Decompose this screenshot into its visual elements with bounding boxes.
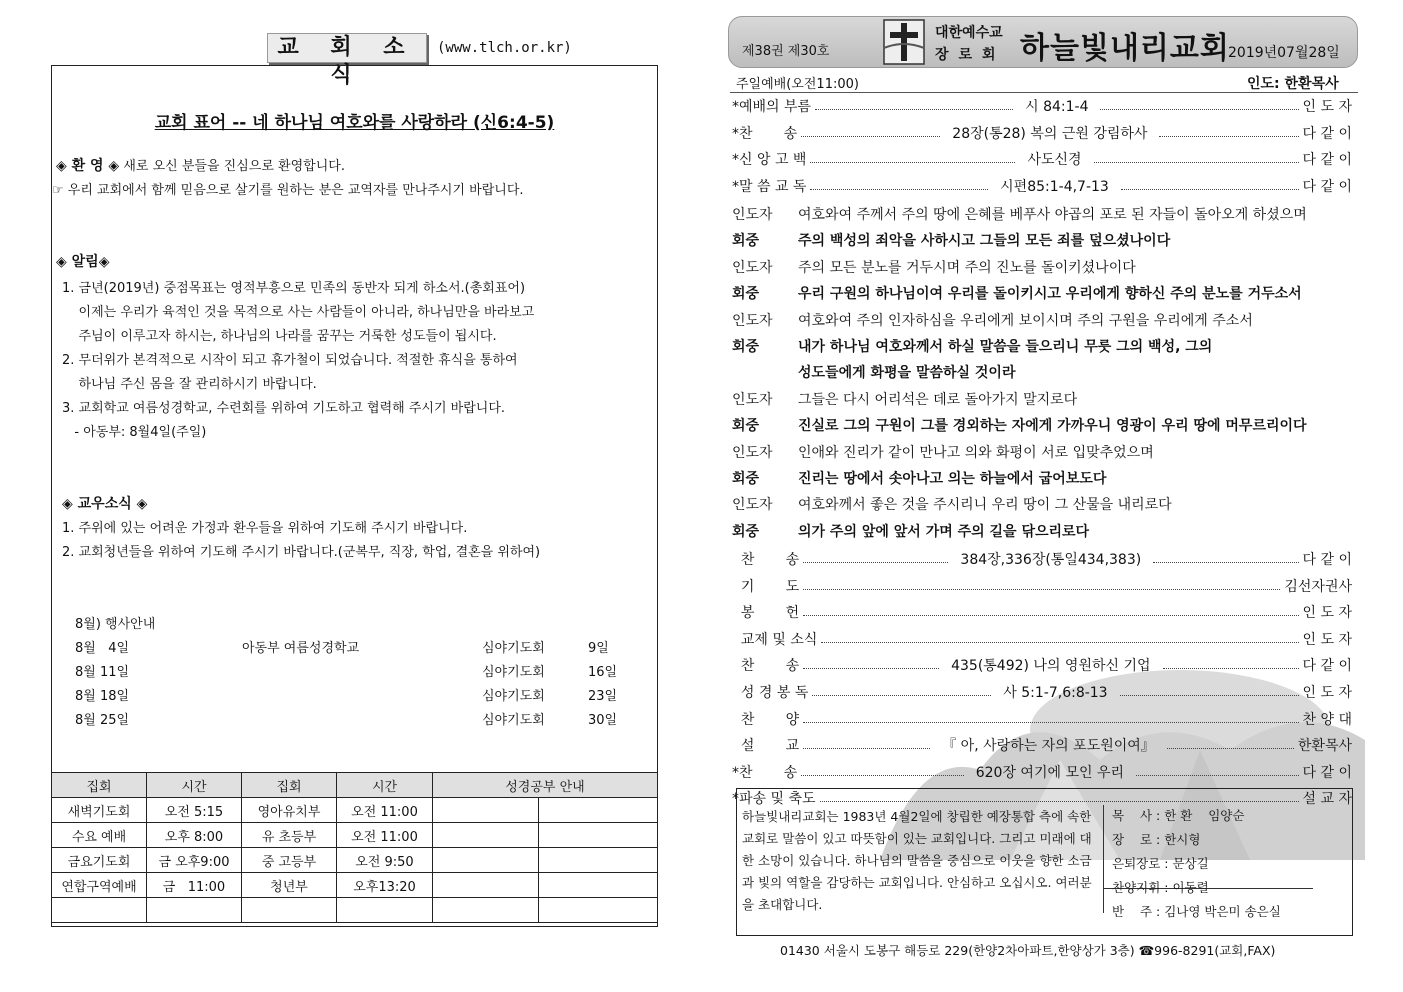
reader-role: 회중 <box>732 418 760 435</box>
staff-item: 은퇴장로 : 문상길 <box>1112 856 1209 871</box>
leader-dots <box>1136 768 1299 776</box>
order-row <box>732 708 1352 730</box>
leader-dots <box>803 741 930 749</box>
volume-number: 제38권 제30호 <box>742 44 830 59</box>
schedule-cell <box>337 898 433 923</box>
order-row <box>732 681 1352 703</box>
order-detail: 620장 여기에 모인 우리 <box>975 764 1124 781</box>
schedule-row <box>52 823 658 848</box>
reading-text: 여호와께서 좋은 것을 주시리니 우리 땅이 그 산물을 내리로다 <box>798 497 1172 514</box>
welcome-text: 새로 오신 분들을 진심으로 환영합니다. <box>123 159 345 174</box>
reading-text: 우리 구원의 하나님이여 우리를 돌이키시고 우리에게 향하신 주의 분노를 거두소서 <box>798 286 1302 303</box>
event-prayer-day: 16일 <box>588 665 618 680</box>
order-label: 찬 양 <box>732 711 800 728</box>
event-date: 8월 4일 <box>75 641 130 656</box>
schedule-header: 시간 <box>147 773 242 798</box>
leader-dots <box>803 715 1298 723</box>
denomination-line-1: 대한예수교 <box>935 25 1003 41</box>
study-cell <box>433 823 539 848</box>
order-row <box>732 575 1352 597</box>
order-detail: 시 84:1-4 <box>1025 99 1089 115</box>
schedule-row <box>52 848 658 873</box>
responsive-line <box>732 230 1170 250</box>
order-label: 봉 헌 <box>732 605 800 622</box>
order-row <box>732 175 1352 197</box>
order-person: 김선자권사 <box>1284 578 1352 595</box>
order-label: *찬 송 <box>732 125 798 142</box>
leader-dots <box>803 582 1280 590</box>
event-prayer: 심야기도회 <box>482 713 545 728</box>
leader-dots <box>815 102 1013 110</box>
responsive-line <box>732 362 1015 382</box>
responsive-line <box>732 415 1307 435</box>
event-name: 아동부 여름성경학교 <box>242 641 360 656</box>
leader-dots <box>821 635 1298 643</box>
leader-dots <box>803 608 1298 616</box>
schedule-cell: 금요기도회 <box>52 848 147 873</box>
welcome-section <box>56 155 345 175</box>
schedule-cell: 오전 11:00 <box>337 823 433 848</box>
event-prayer: 심야기도회 <box>482 641 545 656</box>
staff-item: 반 주 : 김나영 박은미 송은실 <box>1112 904 1281 919</box>
church-url[interactable]: (www.tlch.or.kr) <box>437 40 572 56</box>
leader-dots <box>1159 129 1298 137</box>
denomination-line-2: 장로회 <box>935 47 1006 63</box>
schedule-cell: 금 11:00 <box>147 873 242 898</box>
order-row <box>732 122 1352 144</box>
responsive-line <box>732 521 1089 541</box>
leader-dots <box>803 661 939 669</box>
study-cell <box>539 798 658 823</box>
notice-item: - 아동부: 8월4일(주일) <box>62 425 207 440</box>
order-label: 설 교 <box>732 738 800 755</box>
schedule-cell: 오후13:20 <box>337 873 433 898</box>
reading-text: 진리는 땅에서 솟아나고 의는 하늘에서 굽어보도다 <box>798 471 1107 487</box>
order-label: *말 씀 교 독 <box>732 179 807 196</box>
order-row <box>732 95 1352 117</box>
responsive-line <box>732 257 1136 277</box>
schedule-cell <box>242 898 337 923</box>
leader-dots <box>810 155 1015 163</box>
order-label: *예배의 부름 <box>732 99 812 115</box>
divider <box>1103 805 1104 913</box>
order-label: 기 도 <box>732 578 800 595</box>
order-person: 인 도 자 <box>1302 605 1352 622</box>
event-date: 8월 18일 <box>75 689 130 704</box>
member-news-item: 2. 교회청년들을 위하여 기도해 주시기 바랍니다.(군복무, 직장, 학업, 결혼을 위하여) <box>62 545 541 560</box>
order-person: 인 도 자 <box>1302 631 1352 648</box>
order-label: 교제 및 소식 <box>732 631 818 648</box>
schedule-cell: 연합구역예배 <box>52 873 147 898</box>
order-label: 찬 송 <box>732 552 800 568</box>
church-motto: 교회 표어 -- 네 하나님 여호와를 사랑하라 (신6:4-5) <box>154 113 555 133</box>
schedule-cell <box>147 898 242 923</box>
order-person: 다 같 이 <box>1302 552 1352 568</box>
schedule-header: 성경공부 안내 <box>433 773 658 798</box>
responsive-line <box>732 494 1172 514</box>
order-label: 찬 송 <box>732 658 800 675</box>
schedule-header: 시간 <box>337 773 433 798</box>
notice-item: 하나님 주신 몸을 잘 관리하시기 바랍니다. <box>62 377 317 392</box>
leader-dots <box>812 688 991 696</box>
order-detail: 사 5:1-7,6:8-13 <box>1003 685 1108 701</box>
responsive-line <box>732 389 1077 409</box>
reading-text: 인애와 진리가 같이 만나고 의와 화평이 서로 입맞추었으며 <box>798 444 1154 461</box>
schedule-cell: 중 고등부 <box>242 848 337 873</box>
reading-text: 여호와여 주의 인자하심을 우리에게 보이시며 주의 구원을 우리에게 주소서 <box>798 312 1253 329</box>
welcome-heading: ◈ 환 영 ◈ <box>56 158 120 174</box>
schedule-cell: 금 오후9:00 <box>147 848 242 873</box>
order-person: 인 도 자 <box>1302 685 1352 701</box>
responsive-line <box>732 204 1307 224</box>
reading-text: 내가 하나님 여호와께서 하실 말씀을 들으리니 무릇 그의 백성, 그의 <box>798 339 1213 355</box>
leader-dots <box>1153 555 1298 563</box>
order-person: 찬 양 대 <box>1302 711 1352 728</box>
responsive-line <box>732 468 1106 488</box>
reader-role: 인도자 <box>732 444 773 461</box>
order-person: 다 같 이 <box>1302 658 1352 675</box>
notice-item: 2. 무더위가 본격적으로 시작이 되고 휴가철이 되었습니다. 적절한 휴식을 통하여 <box>62 353 518 368</box>
schedule-cell: 수요 예배 <box>52 823 147 848</box>
schedule-cell: 오전 11:00 <box>337 798 433 823</box>
schedule-row <box>52 873 658 898</box>
reader-role: 인도자 <box>732 497 773 514</box>
schedule-cell <box>52 898 147 923</box>
event-prayer: 심야기도회 <box>482 665 545 680</box>
reader-role: 회중 <box>732 471 760 487</box>
schedule-table <box>51 772 658 923</box>
order-person: 인 도 자 <box>1302 99 1352 115</box>
reader-role: 회중 <box>732 286 760 303</box>
order-detail: 28장(통28) 복의 근원 강림하사 <box>952 125 1148 142</box>
leader-dots <box>1120 688 1299 696</box>
event-prayer-day: 30일 <box>588 713 618 728</box>
order-person: 한환목사 <box>1297 738 1353 755</box>
event-prayer: 심야기도회 <box>482 689 545 704</box>
schedule-header: 집회 <box>52 773 147 798</box>
reader-role: 회중 <box>732 339 760 355</box>
reading-text: 진실로 그의 구원이 그를 경외하는 자에게 가까우니 영광이 우리 땅에 머무르리이다 <box>798 418 1307 435</box>
schedule-cell: 오전 9:50 <box>337 848 433 873</box>
order-row <box>732 654 1352 676</box>
schedule-header-row <box>52 773 658 798</box>
study-cell <box>433 848 539 873</box>
schedule-row <box>52 798 658 823</box>
notice-item: 이제는 우리가 육적인 것을 목적으로 사는 사람들이 아니라, 하나님만을 바라보고 <box>62 305 535 320</box>
order-detail: 『 아, 사랑하는 자의 포도원이여』 <box>942 738 1155 755</box>
study-cell <box>433 898 539 923</box>
study-cell <box>539 873 658 898</box>
event-date: 8월 11일 <box>75 665 130 680</box>
notice-item: 3. 교회학교 여름성경학교, 수련회를 위하여 기도하고 협력해 주시기 바랍니다. <box>62 401 506 416</box>
reader-role: 인도자 <box>732 312 773 329</box>
worship-leader: 인도: 한환목사 <box>1247 76 1339 92</box>
leader-dots <box>801 768 964 776</box>
leader-dots <box>1121 182 1299 190</box>
study-cell <box>433 873 539 898</box>
divider <box>730 92 1358 93</box>
leader-dots <box>1094 155 1299 163</box>
notice-item: 주님이 이루고자 하시는, 하나님의 나라를 꿈꾸는 거룩한 성도들이 됩시다. <box>62 329 497 344</box>
bulletin-date: 2019년07월28일 <box>1228 45 1340 61</box>
order-detail: 사도신경 <box>1027 152 1082 169</box>
order-detail: 435(통492) 나의 영원하신 기업 <box>951 658 1151 675</box>
reader-role: 회중 <box>732 233 760 250</box>
reading-text: 의가 주의 앞에 앞서 가며 주의 길을 닦으리로다 <box>798 523 1090 540</box>
member-news-item: 1. 주위에 있는 어려운 가정과 환우들을 위하여 기도해 주시기 바랍니다. <box>62 521 468 536</box>
church-logo-icon <box>880 18 928 66</box>
order-person: 다 같 이 <box>1302 764 1353 781</box>
reader-role: 인도자 <box>732 391 773 408</box>
leader-dots <box>1163 661 1299 669</box>
study-cell <box>433 798 539 823</box>
church-name: 하늘빛내리교회 <box>1020 31 1230 66</box>
schedule-cell: 오후 8:00 <box>147 823 242 848</box>
church-address: 01430 서울시 도봉구 해등로 229(한양2차아파트,한양상가 3층) ☎996-8291(교회,FAX) <box>780 943 1276 958</box>
event-prayer-day: 23일 <box>588 689 618 704</box>
leader-dots <box>1100 102 1298 110</box>
order-row <box>732 148 1352 170</box>
schedule-cell: 새벽기도회 <box>52 798 147 823</box>
reading-text: 성도들에게 화평을 말씀하실 것이라 <box>798 365 1016 382</box>
reading-text: 그들은 다시 어리석은 데로 돌아가지 말지로다 <box>798 391 1078 408</box>
schedule-row <box>52 898 658 923</box>
event-prayer-day: 9일 <box>588 641 609 656</box>
staff-item: 찬양지휘 : 이동렬 <box>1112 880 1209 895</box>
schedule-header: 집회 <box>242 773 337 798</box>
event-date: 8월 25일 <box>75 713 130 728</box>
responsive-line <box>732 442 1154 462</box>
reading-text: 주의 백성의 죄악을 사하시고 그들의 모든 죄를 덮으셨나이다 <box>798 233 1171 250</box>
reader-role: 회중 <box>732 523 760 540</box>
order-person: 다 같 이 <box>1302 179 1353 196</box>
notice-heading: ◈ 알림◈ <box>56 254 110 270</box>
order-label: 성 경 봉 독 <box>732 685 809 701</box>
order-person: 다 같 이 <box>1302 125 1352 142</box>
order-detail: 384장,336장(통일434,383) <box>960 552 1142 568</box>
staff-item: 장 로 : 한시형 <box>1112 832 1201 847</box>
study-cell <box>539 898 658 923</box>
reading-text: 주의 모든 분노를 거두시며 주의 진노를 돌이키셨나이다 <box>798 259 1136 276</box>
schedule-cell: 청년부 <box>242 873 337 898</box>
order-label: *파송 및 축도 <box>732 791 816 808</box>
events-heading: 8월) 행사안내 <box>75 617 156 632</box>
order-row <box>732 734 1352 756</box>
leader-dots <box>803 555 948 563</box>
order-person: 다 같 이 <box>1302 152 1353 169</box>
schedule-cell: 영아유치부 <box>242 798 337 823</box>
reading-text: 여호와여 주께서 주의 땅에 은혜를 베푸사 야곱의 포로 된 자들이 돌아오게 하셨으며 <box>798 207 1307 223</box>
responsive-line <box>732 310 1253 330</box>
order-row <box>732 601 1352 623</box>
notice-item: 1. 금년(2019년) 중점목표는 영적부흥으로 민족의 동반자 되게 하소서.(총회표어) <box>62 281 526 296</box>
study-cell <box>539 848 658 873</box>
order-row <box>732 761 1352 783</box>
leader-dots <box>810 182 988 190</box>
order-row <box>732 548 1352 570</box>
worship-time: 주일예배(오전11:00) <box>736 77 859 92</box>
leader-dots <box>801 129 940 137</box>
order-detail: 시편85:1-4,7-13 <box>1000 179 1109 196</box>
responsive-line <box>732 283 1302 303</box>
responsive-line <box>732 336 1212 356</box>
staff-item: 목 사 : 한 환 임양순 <box>1112 808 1245 823</box>
order-row <box>732 628 1352 650</box>
order-label: *찬 송 <box>732 764 798 781</box>
schedule-cell: 유 초등부 <box>242 823 337 848</box>
reader-role: 인도자 <box>732 259 773 276</box>
leader-dots <box>1167 741 1294 749</box>
church-intro: 하늘빛내리교회는 1983년 4월2일에 창립한 예장통합 측에 속한 교회로 말씀이 있고 따뜻함이 있는 교회입니다. 그리고 미래에 대한 소망이 있습니다. 하나님의 말씀을 중심으로 이웃을 향한 소금과 빛의 역할을 감당하는 교회입니다. 안심하고 오십시오. 여러분을 초대합니다. <box>742 809 1092 912</box>
order-label: *신 앙 고 백 <box>732 152 807 169</box>
member-news-heading: ◈ 교우소식 ◈ <box>62 496 148 512</box>
news-title: 교 회 소 식 <box>267 33 427 63</box>
schedule-cell: 오전 5:15 <box>147 798 242 823</box>
order-person: 설 교 자 <box>1302 791 1352 808</box>
reader-role: 인도자 <box>732 207 773 223</box>
study-cell <box>539 823 658 848</box>
welcome-note: ☞ 우리 교회에서 함께 믿음으로 살기를 원하는 분은 교역자를 만나주시기 바랍니다. <box>52 183 524 198</box>
